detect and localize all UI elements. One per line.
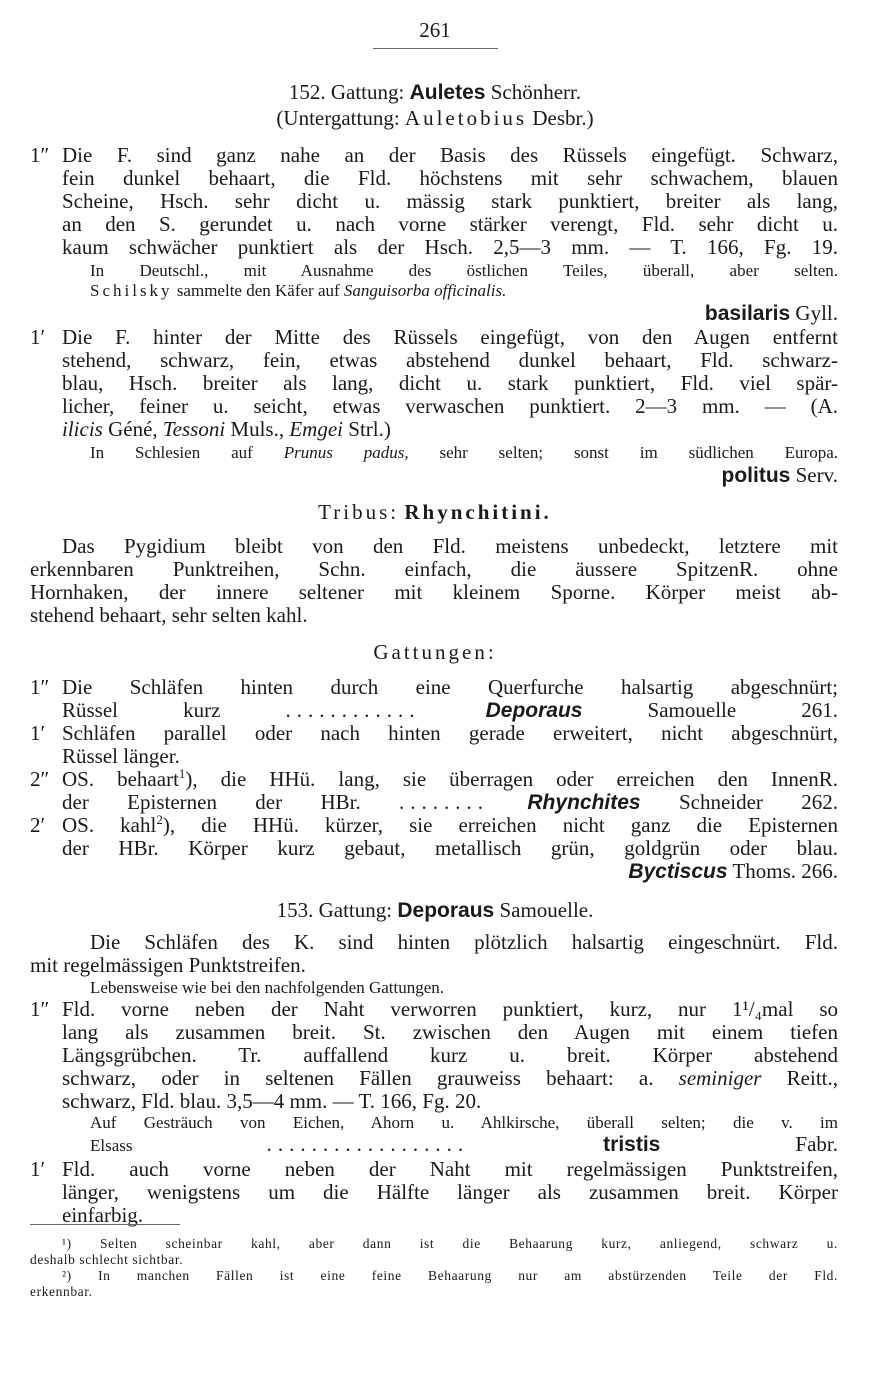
- couplet-text-line: länger, wenigstens um die Hälfte länger als zusammen breit. Körper: [62, 1180, 838, 1204]
- key-lead-line: [62, 699, 838, 722]
- couplet-text-line: Fld. vorne neben der Naht verworren punktiert, kurz, nur 1¹/₄mal so: [62, 997, 838, 1021]
- distribution-note: Auf Gesträuch von Eichen, Ahorn u. Ahlkirsche, überall selten; die v. im: [90, 1113, 838, 1132]
- key-text: ), die HHü. kürzer, sie erreichen nicht ganz die Episternen: [162, 813, 838, 837]
- genus-heading-auletes: [0, 80, 870, 105]
- couplet-number: 2′: [30, 813, 46, 837]
- species-name: politus: [721, 464, 791, 487]
- note-text: sehr selten; sonst im südlichen Europa.: [439, 443, 839, 462]
- key-text-line: Rüssel länger.: [62, 744, 180, 768]
- note-text: In Schlesien auf: [90, 443, 253, 462]
- tribe-name: Rhynchitini.: [404, 500, 552, 524]
- couplet-number: 1′: [30, 1157, 46, 1181]
- synonym: Emgei: [289, 417, 344, 441]
- tribe-heading: [0, 500, 870, 524]
- species-name-line: [62, 302, 838, 325]
- synonym: ilicis: [62, 417, 103, 441]
- couplet-text-line: blau, Hsch. breiter als lang, dicht u. stark punktiert, Fld. viel spär-: [62, 371, 838, 395]
- key-text: ), die HHü. lang, sie überragen oder erreichen den InnenR.: [185, 767, 838, 791]
- species-name: basilaris: [704, 302, 791, 325]
- couplet-text-line: einfarbig.: [62, 1203, 144, 1227]
- synonym-author: Strl.): [348, 417, 391, 441]
- genus-name: Auletes: [409, 81, 486, 104]
- species-lead-line: [90, 1133, 838, 1157]
- couplet-number: 1″: [30, 675, 50, 699]
- leader-dots: ..................: [266, 1132, 470, 1156]
- footnote-ref: 2: [156, 812, 163, 827]
- couplet-number: 1″: [30, 143, 50, 167]
- key-text: der Episternen der HBr.: [62, 790, 361, 814]
- genus-text-line: Die Schläfen des K. sind hinten plötzlich halsartig eingeschnürt. Fld.: [90, 930, 838, 954]
- synonym: Tessoni: [162, 417, 226, 441]
- key-lead-line: [62, 860, 838, 883]
- species-name-line: [62, 464, 838, 487]
- note-text: Elsass: [90, 1136, 133, 1155]
- subgenus-name: Auletobius: [404, 106, 528, 130]
- couplet-text-line: Längsgrübchen. Tr. auffallend kurz u. breit. Körper abstehend: [62, 1043, 838, 1067]
- couplet-text-line: stehend, schwarz, fein, etwas abstehend dunkel behaart, Fld. schwarz-: [62, 348, 838, 372]
- couplet-text-line: [62, 1067, 838, 1090]
- couplet-text-line: Die F. hinter der Mitte des Rüssels eingefügt, von den Augen entfernt: [62, 325, 838, 349]
- variety-name: seminiger: [678, 1066, 762, 1090]
- footnote-mark: ¹): [62, 1236, 72, 1251]
- genus-author: Schönherr.: [490, 80, 582, 104]
- distribution-note: In Deutschl., mit Ausnahme des östlichen Teiles, überall, aber selten.: [90, 261, 838, 280]
- couplet-text-line: fein dunkel behaart, die Fld. höchstens mit sehr schwachem, blauen: [62, 166, 838, 190]
- couplet-text: schwarz, oder in seltenen Fällen grauweiss behaart: a.: [62, 1066, 654, 1090]
- key-text: Rüssel kurz: [62, 698, 221, 722]
- footnote-text: erkennbar.: [30, 1284, 93, 1299]
- heading-prefix: 152. Gattung:: [288, 80, 405, 104]
- tribe-text-line: Hornhaken, der innere seltener mit kleinem Sporne. Körper meist ab-: [30, 580, 838, 604]
- tribe-text-line: Das Pygidium bleibt von den Fld. meistens unbedeckt, letztere mit: [62, 534, 838, 558]
- genus-heading-deporaus: [0, 898, 870, 923]
- couplet-text-line: licher, feiner u. seicht, etwas verwaschen punktiert. 2—3 mm. — (A.: [62, 394, 838, 418]
- species-author: Fabr.: [795, 1132, 839, 1156]
- subgenus-heading: [0, 106, 870, 130]
- couplet-text-line: an den S. gerundet u. nach vorne stärker verengt, Fld. sehr dicht u.: [62, 212, 838, 236]
- host-plant: Sanguisorba officinalis.: [343, 281, 507, 300]
- genus-name: Byctiscus: [628, 860, 728, 883]
- couplet-text-line: kaum schwächer punktiert als der Hsch. 2,5—3 mm. — T. 166, Fg. 19.: [62, 235, 838, 259]
- distribution-note: [90, 281, 838, 301]
- biology-note: Lebensweise wie bei den nachfolgenden Gattungen.: [90, 978, 445, 997]
- species-author: Gyll.: [795, 301, 838, 325]
- species-author: Serv.: [795, 463, 838, 487]
- header-rule: [373, 48, 498, 49]
- genus-author: Samouelle.: [499, 898, 594, 922]
- host-plant: Prunus padus,: [283, 443, 409, 462]
- subgenus-label: (Untergattung:: [276, 106, 400, 130]
- genera-key-heading: Gattungen:: [373, 640, 497, 664]
- genus-reference: Samouelle 261.: [647, 698, 839, 722]
- footnote-ref: 1: [178, 766, 186, 781]
- note-text: sammelte den Käfer auf: [176, 281, 340, 300]
- synonym-author: Géné,: [108, 417, 158, 441]
- couplet-number: 1″: [30, 997, 50, 1021]
- couplet-text-line: lang als zusammen breit. St. zwischen den Augen mit einem tiefen: [62, 1020, 838, 1044]
- collector-name: Schilsky: [90, 281, 173, 300]
- key-text-line: [62, 768, 838, 791]
- synonym-author: Muls.,: [230, 417, 285, 441]
- tribe-text-line: stehend behaart, sehr selten kahl.: [30, 603, 308, 627]
- footnote-mark: ²): [62, 1268, 72, 1283]
- key-text-line: Die Schläfen hinten durch eine Querfurche halsartig abgeschnürt;: [62, 675, 838, 699]
- tribe-label: Tribus:: [318, 500, 400, 524]
- couplet-text-line: Fld. auch vorne neben der Naht mit regelmässigen Punktstreifen,: [62, 1157, 838, 1181]
- key-text-line: der HBr. Körper kurz gebaut, metallisch grün, goldgrün oder blau.: [62, 836, 838, 860]
- genus-reference: Thoms. 266.: [732, 859, 838, 883]
- key-lead-line: [62, 791, 838, 814]
- couplet-text-line: Scheine, Hsch. sehr dicht u. mässig stark punktiert, breiter als lang,: [62, 189, 838, 213]
- genus-name: Deporaus: [397, 899, 495, 922]
- key-text: OS. behaart: [62, 767, 179, 791]
- key-text-line: [62, 814, 838, 837]
- genus-name: Deporaus: [485, 699, 583, 722]
- heading-prefix: 153. Gattung:: [276, 898, 393, 922]
- genus-name: Rhynchites: [527, 791, 641, 814]
- variety-author: Reitt.,: [786, 1066, 838, 1090]
- distribution-note: [90, 443, 838, 463]
- tribe-text-line: erkennbaren Punktreihen, Schn. einfach, die äussere SpitzenR. ohne: [30, 557, 838, 581]
- genus-text-line: mit regelmässigen Punktstreifen.: [30, 953, 306, 977]
- couplet-number: 1′: [30, 721, 46, 745]
- footnote-text: Selten scheinbar kahl, aber dann ist die Behaarung kurz, anliegend, schwarz u.: [100, 1236, 838, 1251]
- key-text-line: Schläfen parallel oder nach hinten gerade erweitert, nicht abgeschnürt,: [62, 721, 838, 745]
- couplet-text-line: [62, 418, 838, 441]
- couplet-text-line: schwarz, Fld. blau. 3,5—4 mm. — T. 166, Fg. 20.: [62, 1089, 482, 1113]
- species-name: tristis: [603, 1133, 661, 1156]
- footnote-text: deshalb schlecht sichtbar.: [30, 1252, 184, 1267]
- couplet-number: 2″: [30, 767, 50, 791]
- footnote: [62, 1268, 838, 1284]
- subgenus-author: Desbr.): [532, 106, 594, 130]
- genus-reference: Schneider 262.: [678, 790, 838, 814]
- footnote-rule: [30, 1224, 180, 1225]
- leader-dots: ........: [399, 790, 490, 814]
- page-number: 261: [419, 18, 451, 42]
- footnote: [62, 1236, 838, 1252]
- key-text: OS. kahl: [62, 813, 157, 837]
- leader-dots: ............: [285, 698, 421, 722]
- couplet-number: 1′: [30, 325, 46, 349]
- couplet-text-line: Die F. sind ganz nahe an der Basis des Rüssels eingefügt. Schwarz,: [62, 143, 838, 167]
- footnote-text: In manchen Fällen ist eine feine Behaarung nur am abstürzenden Teile der Fld.: [98, 1268, 838, 1283]
